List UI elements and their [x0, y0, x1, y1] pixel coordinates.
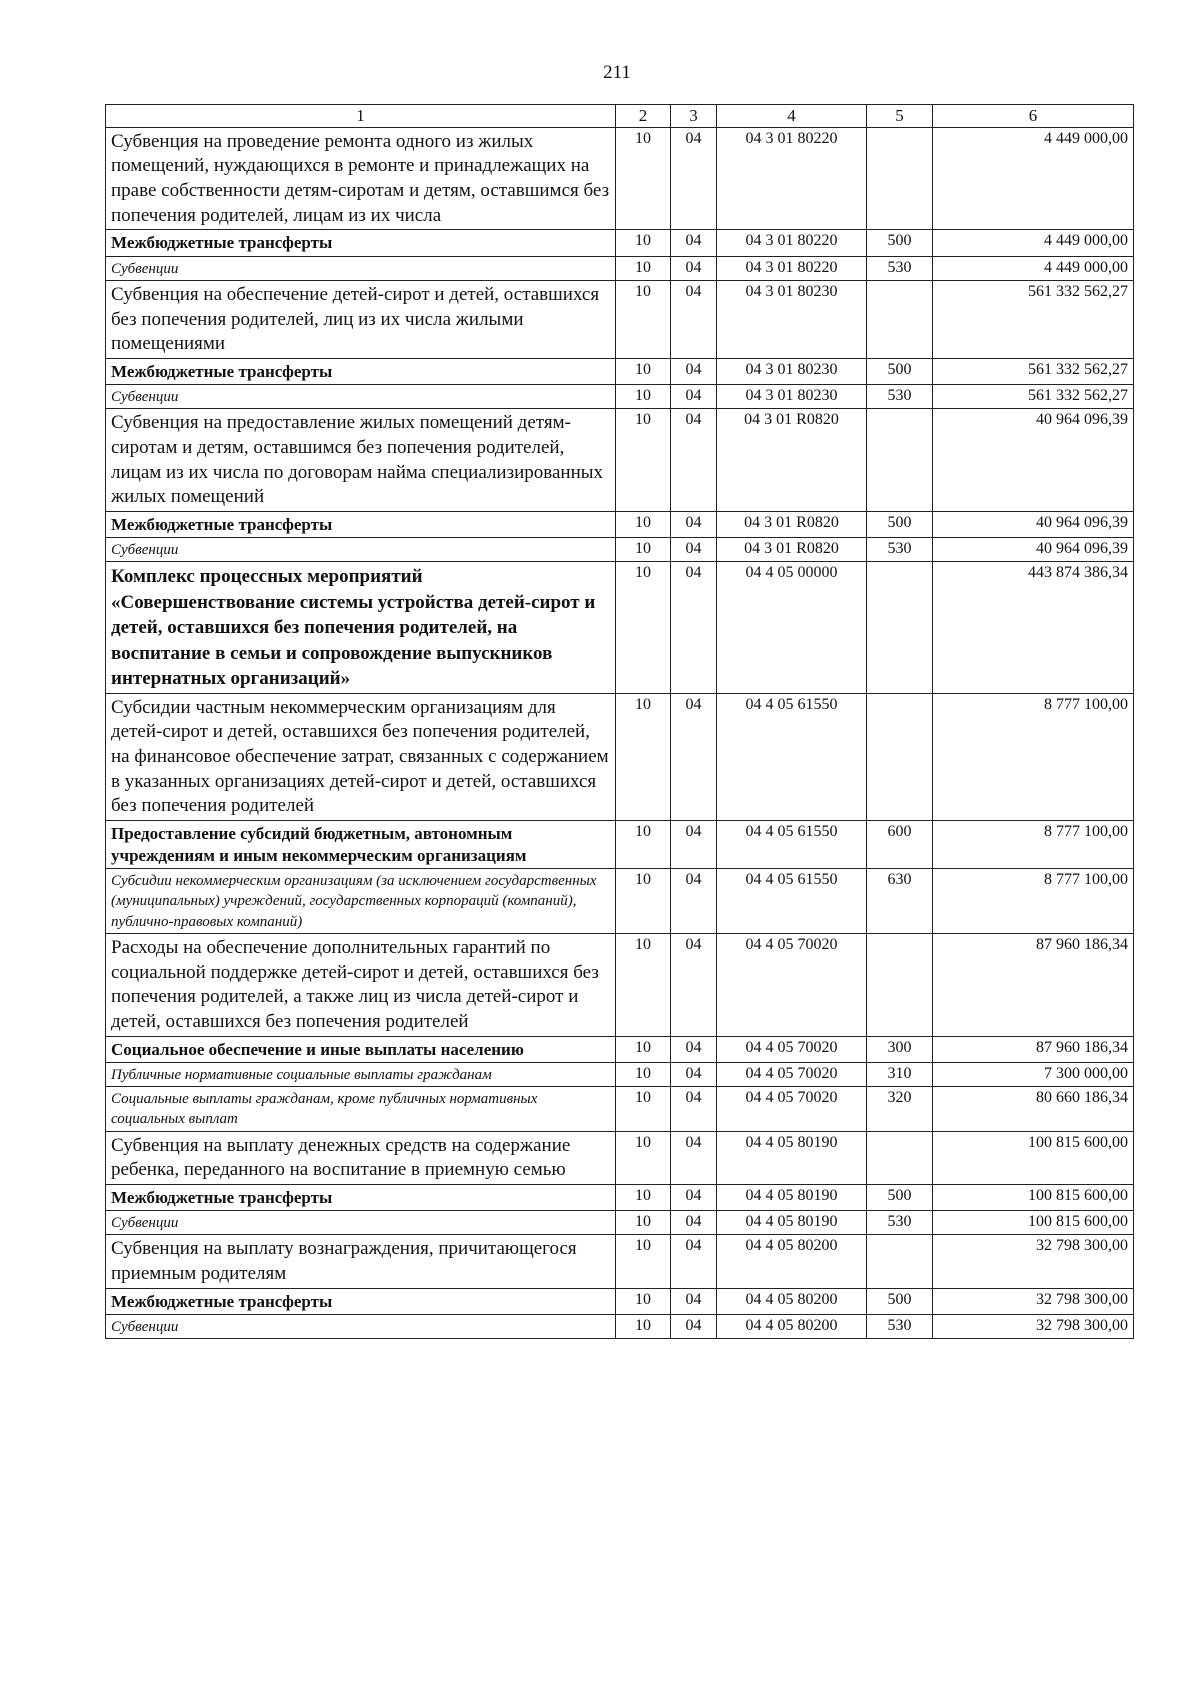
- row-subsection-cell: 04: [671, 1211, 717, 1235]
- budget-table: [105, 104, 1134, 1339]
- table-row: [106, 869, 1134, 934]
- row-amount-cell: 4 449 000,00: [933, 127, 1134, 230]
- row-subsection-cell: 04: [671, 127, 717, 230]
- row-expense-type-cell: [867, 1235, 933, 1288]
- column-header-1: 1: [106, 105, 616, 128]
- row-subsection-cell: 04: [671, 562, 717, 693]
- row-expense-type-cell: 530: [867, 256, 933, 280]
- row-section-cell: 10: [616, 562, 671, 693]
- page-number: 211: [603, 62, 631, 83]
- row-expense-type-cell: 500: [867, 511, 933, 537]
- row-expense-type-cell: [867, 562, 933, 693]
- row-name-cell: Субвенции: [106, 256, 616, 280]
- row-subsection-cell: 04: [671, 1314, 717, 1338]
- table-row: [106, 693, 1134, 820]
- row-amount-cell: 80 660 186,34: [933, 1087, 1134, 1132]
- row-expense-type-cell: 530: [867, 384, 933, 408]
- row-expense-type-cell: 300: [867, 1036, 933, 1062]
- row-name-cell: Предоставление субсидий бюджетным, автономным учреждениям и иным некоммерческим организациям: [106, 821, 616, 869]
- row-name-cell: Межбюджетные трансферты: [106, 1288, 616, 1314]
- row-amount-cell: 40 964 096,39: [933, 409, 1134, 512]
- row-subsection-cell: 04: [671, 869, 717, 934]
- row-target-article-cell: 04 3 01 R0820: [717, 511, 867, 537]
- row-subsection-cell: 04: [671, 1235, 717, 1288]
- row-expense-type-cell: 630: [867, 869, 933, 934]
- row-subsection-cell: 04: [671, 409, 717, 512]
- row-name-cell: Межбюджетные трансферты: [106, 511, 616, 537]
- row-amount-cell: 4 449 000,00: [933, 230, 1134, 256]
- row-section-cell: 10: [616, 693, 671, 820]
- row-target-article-cell: 04 4 05 80200: [717, 1288, 867, 1314]
- column-header-4: 4: [717, 105, 867, 128]
- row-section-cell: 10: [616, 538, 671, 562]
- row-subsection-cell: 04: [671, 1288, 717, 1314]
- row-name-cell: Субвенции: [106, 1314, 616, 1338]
- row-target-article-cell: 04 4 05 70020: [717, 933, 867, 1036]
- row-amount-cell: 100 815 600,00: [933, 1184, 1134, 1210]
- table-row: [106, 256, 1134, 280]
- row-amount-cell: 32 798 300,00: [933, 1235, 1134, 1288]
- row-target-article-cell: 04 4 05 61550: [717, 869, 867, 934]
- row-section-cell: 10: [616, 1211, 671, 1235]
- table-row: [106, 562, 1134, 693]
- row-section-cell: 10: [616, 933, 671, 1036]
- row-expense-type-cell: 500: [867, 230, 933, 256]
- table-row: [106, 384, 1134, 408]
- row-target-article-cell: 04 4 05 70020: [717, 1036, 867, 1062]
- row-section-cell: 10: [616, 1087, 671, 1132]
- table-row: [106, 1036, 1134, 1062]
- table-header-row: [106, 105, 1134, 128]
- row-target-article-cell: 04 3 01 80220: [717, 127, 867, 230]
- row-name-cell: Субвенции: [106, 538, 616, 562]
- row-amount-cell: 32 798 300,00: [933, 1288, 1134, 1314]
- row-target-article-cell: 04 3 01 80230: [717, 384, 867, 408]
- table-row: [106, 1235, 1134, 1288]
- row-amount-cell: 87 960 186,34: [933, 1036, 1134, 1062]
- row-expense-type-cell: 320: [867, 1087, 933, 1132]
- row-section-cell: 10: [616, 127, 671, 230]
- column-header-3: 3: [671, 105, 717, 128]
- row-name-cell: Субвенции: [106, 1211, 616, 1235]
- row-amount-cell: 8 777 100,00: [933, 869, 1134, 934]
- row-expense-type-cell: 500: [867, 1288, 933, 1314]
- row-section-cell: 10: [616, 1184, 671, 1210]
- table-row: [106, 1314, 1134, 1338]
- row-expense-type-cell: 530: [867, 538, 933, 562]
- row-amount-cell: 100 815 600,00: [933, 1211, 1134, 1235]
- row-target-article-cell: 04 4 05 80200: [717, 1314, 867, 1338]
- row-target-article-cell: 04 4 05 70020: [717, 1087, 867, 1132]
- row-amount-cell: 40 964 096,39: [933, 511, 1134, 537]
- row-expense-type-cell: 530: [867, 1314, 933, 1338]
- row-section-cell: 10: [616, 869, 671, 934]
- row-target-article-cell: 04 3 01 80230: [717, 280, 867, 358]
- row-name-cell: Субвенция на обеспечение детей-сирот и детей, оставшихся без попечения родителей, лиц из их числа жилыми помещениями: [106, 280, 616, 358]
- row-name-cell: Межбюджетные трансферты: [106, 358, 616, 384]
- row-section-cell: 10: [616, 1036, 671, 1062]
- row-target-article-cell: 04 4 05 80190: [717, 1184, 867, 1210]
- row-subsection-cell: 04: [671, 1062, 717, 1086]
- row-expense-type-cell: 600: [867, 821, 933, 869]
- row-subsection-cell: 04: [671, 230, 717, 256]
- row-subsection-cell: 04: [671, 821, 717, 869]
- row-expense-type-cell: [867, 933, 933, 1036]
- row-expense-type-cell: [867, 409, 933, 512]
- row-amount-cell: 40 964 096,39: [933, 538, 1134, 562]
- row-target-article-cell: 04 3 01 R0820: [717, 538, 867, 562]
- row-amount-cell: 561 332 562,27: [933, 384, 1134, 408]
- row-section-cell: 10: [616, 1314, 671, 1338]
- row-expense-type-cell: [867, 693, 933, 820]
- row-name-cell: Субвенции: [106, 384, 616, 408]
- table-row: [106, 127, 1134, 230]
- row-target-article-cell: 04 4 05 80200: [717, 1235, 867, 1288]
- row-amount-cell: 87 960 186,34: [933, 933, 1134, 1036]
- row-subsection-cell: 04: [671, 511, 717, 537]
- row-amount-cell: 443 874 386,34: [933, 562, 1134, 693]
- row-target-article-cell: 04 4 05 61550: [717, 693, 867, 820]
- row-subsection-cell: 04: [671, 358, 717, 384]
- table-row: [106, 358, 1134, 384]
- row-subsection-cell: 04: [671, 1036, 717, 1062]
- row-amount-cell: 8 777 100,00: [933, 821, 1134, 869]
- row-subsection-cell: 04: [671, 1184, 717, 1210]
- row-name-cell: Межбюджетные трансферты: [106, 230, 616, 256]
- row-name-cell: Субсидии частным некоммерческим организациям для детей-сирот и детей, оставшихся без попечения родителей, на финансовое обеспечение затрат, связанных с содержанием в указанных организациях детей-сирот и детей, оставшихся без попечения родителей: [106, 693, 616, 820]
- row-name-cell: Расходы на обеспечение дополнительных гарантий по социальной поддержке детей-сирот и детей, оставшихся без попечения родителей, а также лиц из числа детей-сирот и детей, оставшихся без попечения родителей: [106, 933, 616, 1036]
- row-section-cell: 10: [616, 511, 671, 537]
- row-section-cell: 10: [616, 1062, 671, 1086]
- row-section-cell: 10: [616, 821, 671, 869]
- row-name-cell: Субвенция на выплату вознаграждения, причитающегося приемным родителям: [106, 1235, 616, 1288]
- row-subsection-cell: 04: [671, 1087, 717, 1132]
- row-amount-cell: 8 777 100,00: [933, 693, 1134, 820]
- row-target-article-cell: 04 3 01 R0820: [717, 409, 867, 512]
- row-section-cell: 10: [616, 230, 671, 256]
- table-row: [106, 538, 1134, 562]
- row-target-article-cell: 04 3 01 80220: [717, 256, 867, 280]
- row-target-article-cell: 04 4 05 61550: [717, 821, 867, 869]
- row-subsection-cell: 04: [671, 384, 717, 408]
- row-subsection-cell: 04: [671, 280, 717, 358]
- table-row: [106, 1087, 1134, 1132]
- table-row: [106, 1288, 1134, 1314]
- row-section-cell: 10: [616, 1288, 671, 1314]
- row-expense-type-cell: 530: [867, 1211, 933, 1235]
- row-target-article-cell: 04 3 01 80220: [717, 230, 867, 256]
- row-section-cell: 10: [616, 280, 671, 358]
- row-expense-type-cell: 500: [867, 1184, 933, 1210]
- row-section-cell: 10: [616, 1235, 671, 1288]
- row-section-cell: 10: [616, 1131, 671, 1184]
- row-subsection-cell: 04: [671, 256, 717, 280]
- row-name-cell: Социальные выплаты гражданам, кроме публичных нормативных социальных выплат: [106, 1087, 616, 1132]
- row-expense-type-cell: [867, 280, 933, 358]
- table-row: [106, 1062, 1134, 1086]
- row-section-cell: 10: [616, 256, 671, 280]
- row-amount-cell: 32 798 300,00: [933, 1314, 1134, 1338]
- row-subsection-cell: 04: [671, 1131, 717, 1184]
- row-target-article-cell: 04 4 05 00000: [717, 562, 867, 693]
- row-target-article-cell: 04 4 05 80190: [717, 1131, 867, 1184]
- table-row: [106, 1211, 1134, 1235]
- row-name-cell: Социальное обеспечение и иные выплаты населению: [106, 1036, 616, 1062]
- row-amount-cell: 561 332 562,27: [933, 358, 1134, 384]
- row-name-cell: Субсидии некоммерческим организациям (за исключением государственных (муниципальных) учреждений, государственных корпораций (компаний), публично-правовых компаний): [106, 869, 616, 934]
- row-expense-type-cell: [867, 1131, 933, 1184]
- table-row: [106, 511, 1134, 537]
- row-expense-type-cell: 310: [867, 1062, 933, 1086]
- row-subsection-cell: 04: [671, 693, 717, 820]
- row-subsection-cell: 04: [671, 933, 717, 1036]
- row-subsection-cell: 04: [671, 538, 717, 562]
- table-row: [106, 280, 1134, 358]
- table-row: [106, 230, 1134, 256]
- row-name-cell: Субвенция на проведение ремонта одного из жилых помещений, нуждающихся в ремонте и принадлежащих на праве собственности детям-сиротам и детям, оставшимся без попечения родителей, лицам из их числа: [106, 127, 616, 230]
- row-amount-cell: 4 449 000,00: [933, 256, 1134, 280]
- row-expense-type-cell: 500: [867, 358, 933, 384]
- table-row: [106, 821, 1134, 869]
- row-section-cell: 10: [616, 409, 671, 512]
- row-section-cell: 10: [616, 358, 671, 384]
- table-row: [106, 409, 1134, 512]
- column-header-6: 6: [933, 105, 1134, 128]
- table-row: [106, 1131, 1134, 1184]
- table-row: [106, 1184, 1134, 1210]
- row-amount-cell: 100 815 600,00: [933, 1131, 1134, 1184]
- row-name-cell: Публичные нормативные социальные выплаты гражданам: [106, 1062, 616, 1086]
- row-name-cell: Межбюджетные трансферты: [106, 1184, 616, 1210]
- table-row: [106, 933, 1134, 1036]
- row-name-cell: Комплекс процессных мероприятий «Совершенствование системы устройства детей-сирот и детей, оставшихся без попечения родителей, на воспитание в семьи и сопровождение выпускников интернатных организаций»: [106, 562, 616, 693]
- row-name-cell: Субвенция на предоставление жилых помещений детям-сиротам и детям, оставшимся без попечения родителей, лицам из их числа по договорам найма специализированных жилых помещений: [106, 409, 616, 512]
- row-target-article-cell: 04 4 05 80190: [717, 1211, 867, 1235]
- row-target-article-cell: 04 3 01 80230: [717, 358, 867, 384]
- column-header-2: 2: [616, 105, 671, 128]
- row-name-cell: Субвенция на выплату денежных средств на содержание ребенка, переданного на воспитание в приемную семью: [106, 1131, 616, 1184]
- row-amount-cell: 561 332 562,27: [933, 280, 1134, 358]
- budget-table-body: [106, 105, 1134, 1339]
- row-section-cell: 10: [616, 384, 671, 408]
- row-amount-cell: 7 300 000,00: [933, 1062, 1134, 1086]
- column-header-5: 5: [867, 105, 933, 128]
- row-target-article-cell: 04 4 05 70020: [717, 1062, 867, 1086]
- row-expense-type-cell: [867, 127, 933, 230]
